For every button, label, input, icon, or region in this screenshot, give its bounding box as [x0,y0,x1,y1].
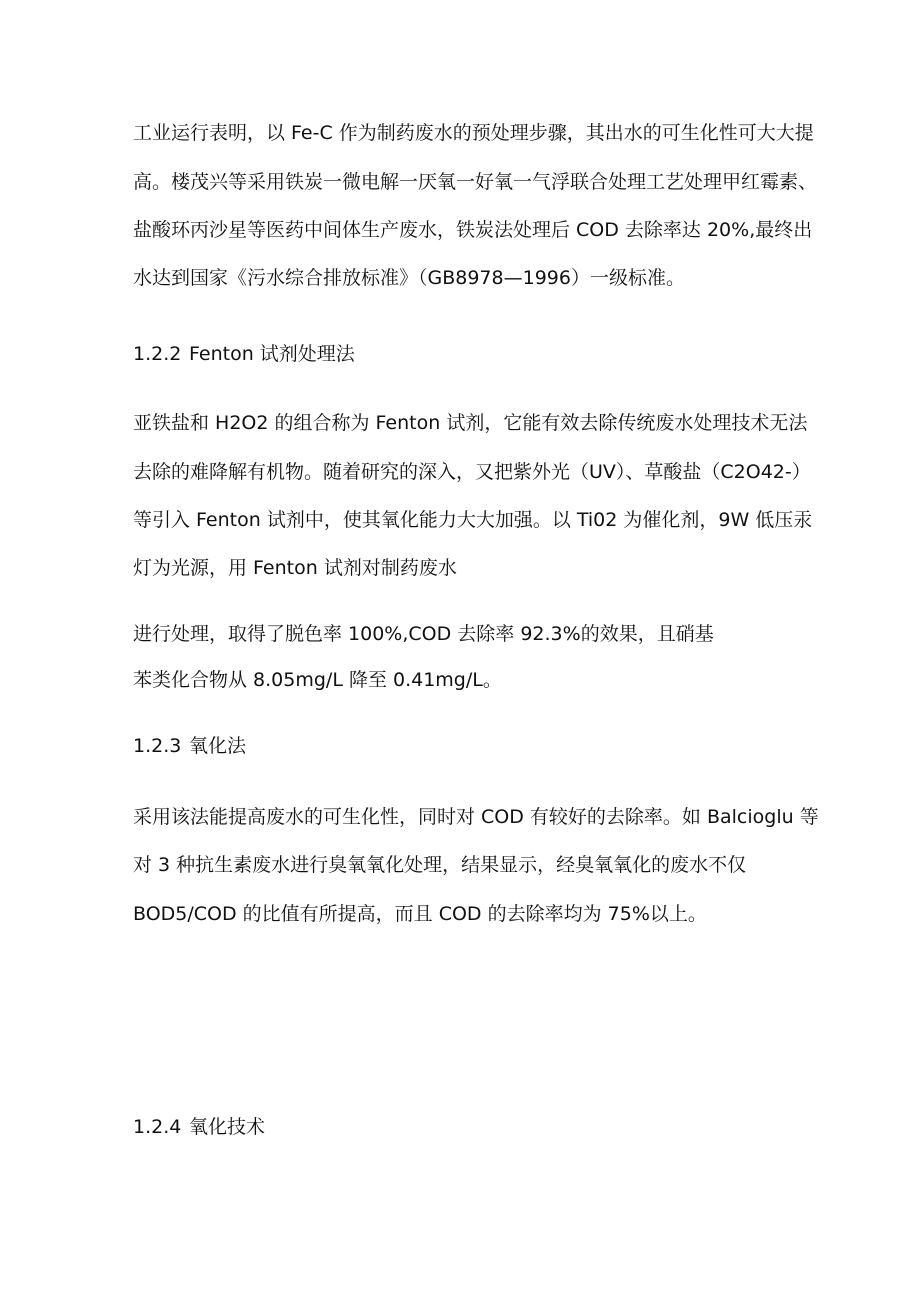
section-heading-1-2-4 [133,1115,265,1139]
text-line: 苯类化合物从 8.05mg/L 降至 0.41mg/L。 [133,669,502,691]
section-title: 氧化法 [189,735,247,757]
section-heading-1-2-3 [133,734,246,758]
text-line: 亚铁盐和 H2O2 的组合称为 Fenton 试剂，它能有效去除传统废水处理技术无法 [133,412,808,434]
section-number: 1.2.3 [133,735,182,757]
text-line: 水达到国家《污水综合排放标准》（GB8978—1996）一级标准。 [133,267,685,289]
text-line: 高。楼茂兴等采用铁炭一微电解一厌氧一好氧一气浮联合处理工艺处理甲红霉素、 [133,171,818,193]
text-line: 采用该法能提高废水的可生化性，同时对 COD 有较好的去除率。如 Balcioglu 等 [133,806,819,828]
section-number: 1.2.2 [133,343,182,365]
text-line: 盐酸环丙沙星等医药中间体生产废水，铁炭法处理后 COD 去除率达 20%,最终出 [133,219,813,241]
text-line: 去除的难降解有机物。随着研究的深入，又把紫外光（UV）、草酸盐（C2O42-） [133,461,811,483]
section-heading-1-2-2 [133,342,355,366]
text-line: 灯为光源，用 Fenton 试剂对制药废水 [133,557,457,579]
section-title: Fenton 试剂处理法 [189,343,355,365]
text-line: BOD5/COD 的比值有所提高，而且 COD 的去除率均为 75%以上。 [133,903,707,925]
text-line: 等引入 Fenton 试剂中，使其氧化能力大大加强。以 Ti02 为催化剂，9W 低压汞 [133,509,813,531]
section-number: 1.2.4 [133,1116,182,1138]
text-line: 进行处理，取得了脱色率 100%,COD 去除率 92.3%的效果，且硝基 [133,623,714,645]
text-line: 对 3 种抗生素废水进行臭氧氧化处理，结果显示，经臭氧氧化的废水不仅 [133,854,747,876]
text-line: 工业运行表明，以 Fe-C 作为制药废水的预处理步骤，其出水的可生化性可大大提 [133,122,814,144]
section-title: 氧化技术 [189,1116,266,1138]
